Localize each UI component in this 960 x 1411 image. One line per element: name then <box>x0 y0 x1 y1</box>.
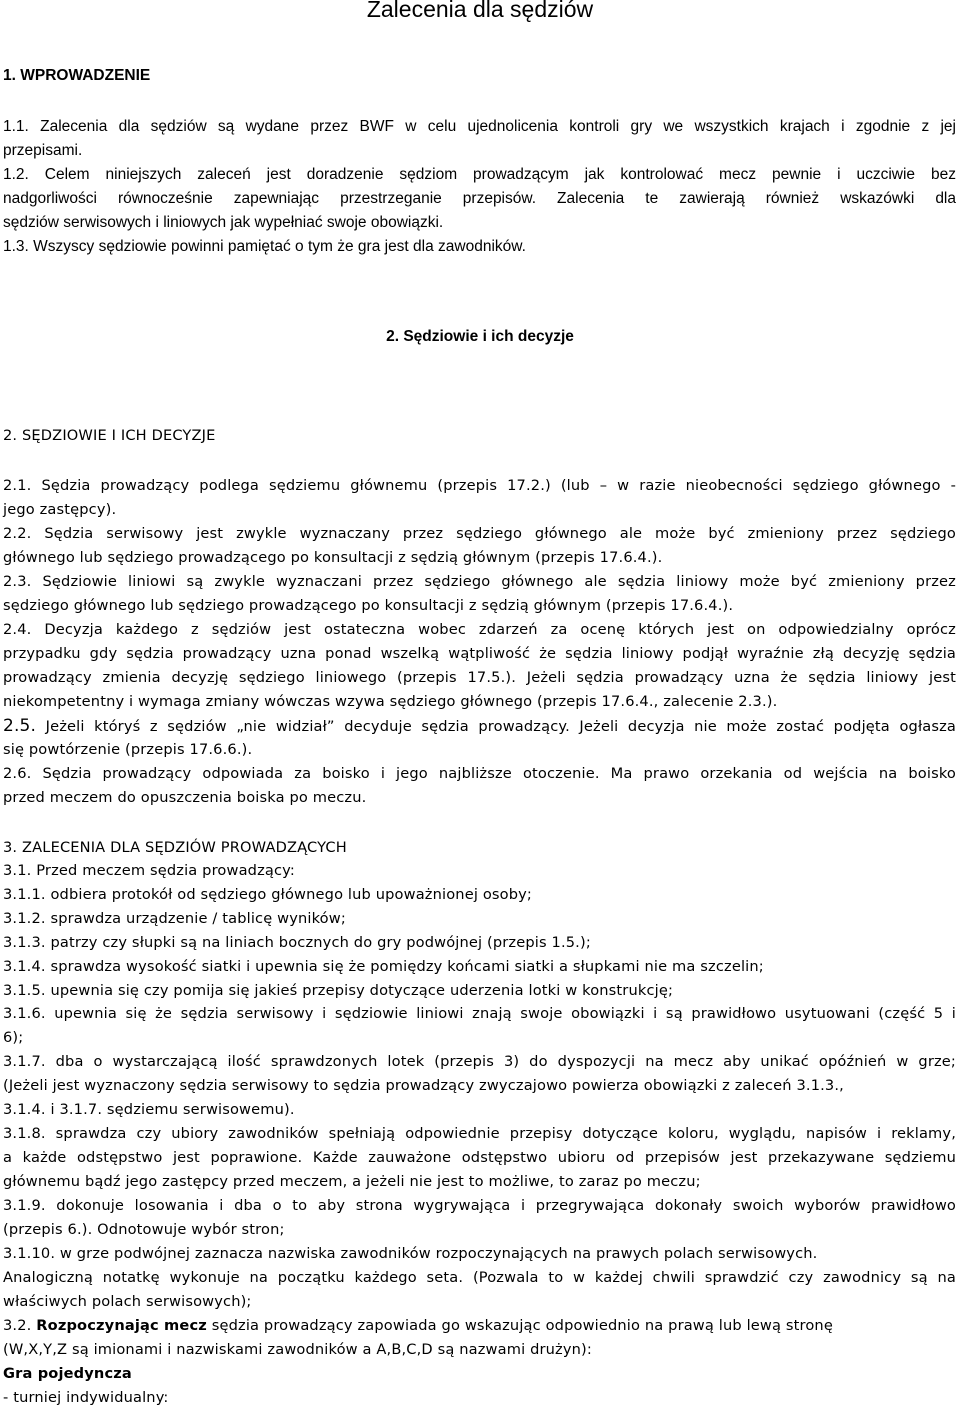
paragraph-line: przypadku gdy sędzia prowadzący uzna ponad wszelką wątpliwość że sędzia liniowy podjął wyraźnie złą decyzję sędzia <box>3 645 956 662</box>
paragraph-line: 3.1.6. upewnia się że sędzia serwisowy i sędziowie liniowi znają swoje obowiązki i są prawidłowo usytuowani (część 5 i <box>3 1005 956 1022</box>
subheading-singles: Gra pojedyncza <box>3 1365 132 1382</box>
paragraph-line: 6); <box>3 1029 24 1046</box>
section-2-centered-heading: 2. Sędziowie i ich decyzje <box>386 328 574 345</box>
paragraph-line: sędziego głównego lub sędziego prowadzącego po konsultacji z sędzią głównym (przepis 17.6.4.). <box>3 597 734 614</box>
paragraph-line: 1.3. Wszyscy sędziowie powinni pamiętać o tym że gra jest dla zawodników. <box>3 238 526 255</box>
paragraph-line <box>3 716 956 736</box>
point-number: 3.2. <box>3 1317 32 1334</box>
paragraph-line: (W,X,Y,Z są imionami i nazwiskami zawodników a A,B,C,D są nazwami drużyn): <box>3 1341 592 1358</box>
paragraph-line: (Jeżeli jest wyznaczony sędzia serwisowy to sędzia prowadzący zwyczajowo powierza obowiązki z zaleceń 3.1.3., <box>3 1077 844 1094</box>
paragraph-line: 2.1. Sędzia prowadzący podlega sędziemu głównemu (przepis 17.2.) (lub – w razie nieobecności sędziego głównego - <box>3 477 956 494</box>
paragraph-line: głównemu bądź jego zastępcy przed meczem, a jeżeli nie jest to możliwe, to zaraz po meczu; <box>3 1173 701 1190</box>
paragraph-line <box>3 1317 833 1334</box>
paragraph-line: 3.1.9. dokonuje losowania i dba o to aby strona wygrywająca i przegrywająca dokonały swoich wyborów prawidłowo <box>3 1197 956 1214</box>
emphasis-text: Rozpoczynając mecz <box>36 1317 207 1334</box>
paragraph-line: 3.1.4. i 3.1.7. sędziemu serwisowemu). <box>3 1101 295 1118</box>
paragraph-line: 3.1.3. patrzy czy słupki są na liniach bocznych do gry podwójnej (przepis 1.5.); <box>3 934 591 951</box>
paragraph-line: 1.1. Zalecenia dla sędziów są wydane przez BWF w celu ujednolicenia kontroli gry we wszystkich krajach i zgodnie z jej <box>3 118 956 135</box>
paragraph-line: jego zastępcy). <box>3 501 117 518</box>
paragraph-line: 3.1.10. w grze podwójnej zaznacza nazwiska zawodników rozpoczynających na prawych polach serwisowych. <box>3 1245 818 1262</box>
section-1-heading: 1. WPROWADZENIE <box>3 67 151 84</box>
point-text: Jeżeli któryś z sędziów „nie widział” decyduje sędzia prowadzący. Jeżeli decyzja nie może zostać podjęta ogłasza <box>45 718 956 735</box>
section-2-heading: 2. SĘDZIOWIE I ICH DECYZJE <box>3 427 216 444</box>
paragraph-line: przed meczem do opuszczenia boiska po meczu. <box>3 789 367 806</box>
point-text: sędzia prowadzący zapowiada go wskazując odpowiednio na prawą lub lewą stronę <box>211 1317 833 1334</box>
paragraph-line: 2.6. Sędzia prowadzący odpowiada za boisko i jego najbliższe otoczenie. Ma prawo orzekania od wejścia na boisko <box>3 765 956 782</box>
paragraph-line: Analogiczną notatkę wykonuje na początku każdego seta. (Pozwala to w każdej chwili sprawdzić czy zawodnicy są na <box>3 1269 956 1286</box>
paragraph-line: właściwych polach serwisowych); <box>3 1293 252 1310</box>
paragraph-line: a każde odstępstwo jest poprawione. Każde zauważone odstępstwo ubioru od przepisów jest przekazywane sędziemu <box>3 1149 956 1166</box>
paragraph-line: głównego lub sędziego prowadzącego po konsultacji z sędzią głównym (przepis 17.6.4.). <box>3 549 663 566</box>
paragraph-line: się powtórzenie (przepis 17.6.6.). <box>3 741 253 758</box>
point-number: 2.5. <box>3 716 37 736</box>
paragraph-line: nadgorliwości równocześnie zapewniając przestrzeganie przepisów. Zalecenia te zawierają również wskazówki dla <box>3 190 956 207</box>
paragraph-line: 3.1.4. sprawdza wysokość siatki i upewnia się że pomiędzy końcami siatki a słupkami nie ma szczelin; <box>3 958 764 975</box>
paragraph-line: - turniej indywidualny: <box>3 1389 169 1406</box>
paragraph-line: sędziów serwisowych i liniowych jak wypełniać swoje obowiązki. <box>3 214 444 231</box>
paragraph-line: 3.1.1. odbiera protokół od sędziego głównego lub upoważnionej osoby; <box>3 886 533 903</box>
paragraph-line: 2.3. Sędziowie liniowi są zwykle wyznaczani przez sędziego głównego ale sędzia liniowy może być zmieniony przez <box>3 573 956 590</box>
paragraph-line: 2.2. Sędzia serwisowy jest zwykle wyznaczany przez sędziego głównego ale może być zmieniony przez sędziego <box>3 525 956 542</box>
paragraph-line: 3.1.2. sprawdza urządzenie / tablicę wyników; <box>3 910 346 927</box>
paragraph-line: 3.1.5. upewnia się czy pomija się jakieś przepisy dotyczące uderzenia lotki w konstrukcję; <box>3 982 674 999</box>
paragraph-line: (przepis 6.). Odnotowuje wybór stron; <box>3 1221 285 1238</box>
paragraph-line: 3.1. Przed meczem sędzia prowadzący: <box>3 862 295 879</box>
section-3-heading: 3. ZALECENIA DLA SĘDZIÓW PROWADZĄCYCH <box>3 839 347 856</box>
paragraph-line: 3.1.8. sprawdza czy ubiory zawodników spełniają odpowiednie przepisy dotyczące koloru, wyglądu, napisów i reklamy, <box>3 1125 956 1142</box>
paragraph-line: prowadzący zmienia decyzję sędziego liniowego (przepis 17.5.). Jeżeli sędzia prowadzący uzna że sędzia liniowy jest <box>3 669 956 686</box>
paragraph-line: 1.2. Celem niniejszych zaleceń jest doradzenie sędziom prowadzącym jak kontrolować mecz pewnie i uczciwie bez <box>3 166 956 183</box>
paragraph-line: 3.1.7. dba o wystarczającą ilość sprawdzonych lotek (przepis 3) do dyspozycji na mecz aby unikać opóźnień w grze; <box>3 1053 956 1070</box>
document-title: Zalecenia dla sędziów <box>366 0 594 22</box>
paragraph-line: niekompetentny i wymaga zmiany wówczas wzywa sędziego głównego (przepis 17.6.4., zalecenie 2.3.). <box>3 693 778 710</box>
paragraph-line: 2.4. Decyzja każdego z sędziów jest ostateczna wobec zdarzeń za ocenę których jest on odpowiedzialny oprócz <box>3 621 956 638</box>
paragraph-line: przepisami. <box>3 142 83 159</box>
